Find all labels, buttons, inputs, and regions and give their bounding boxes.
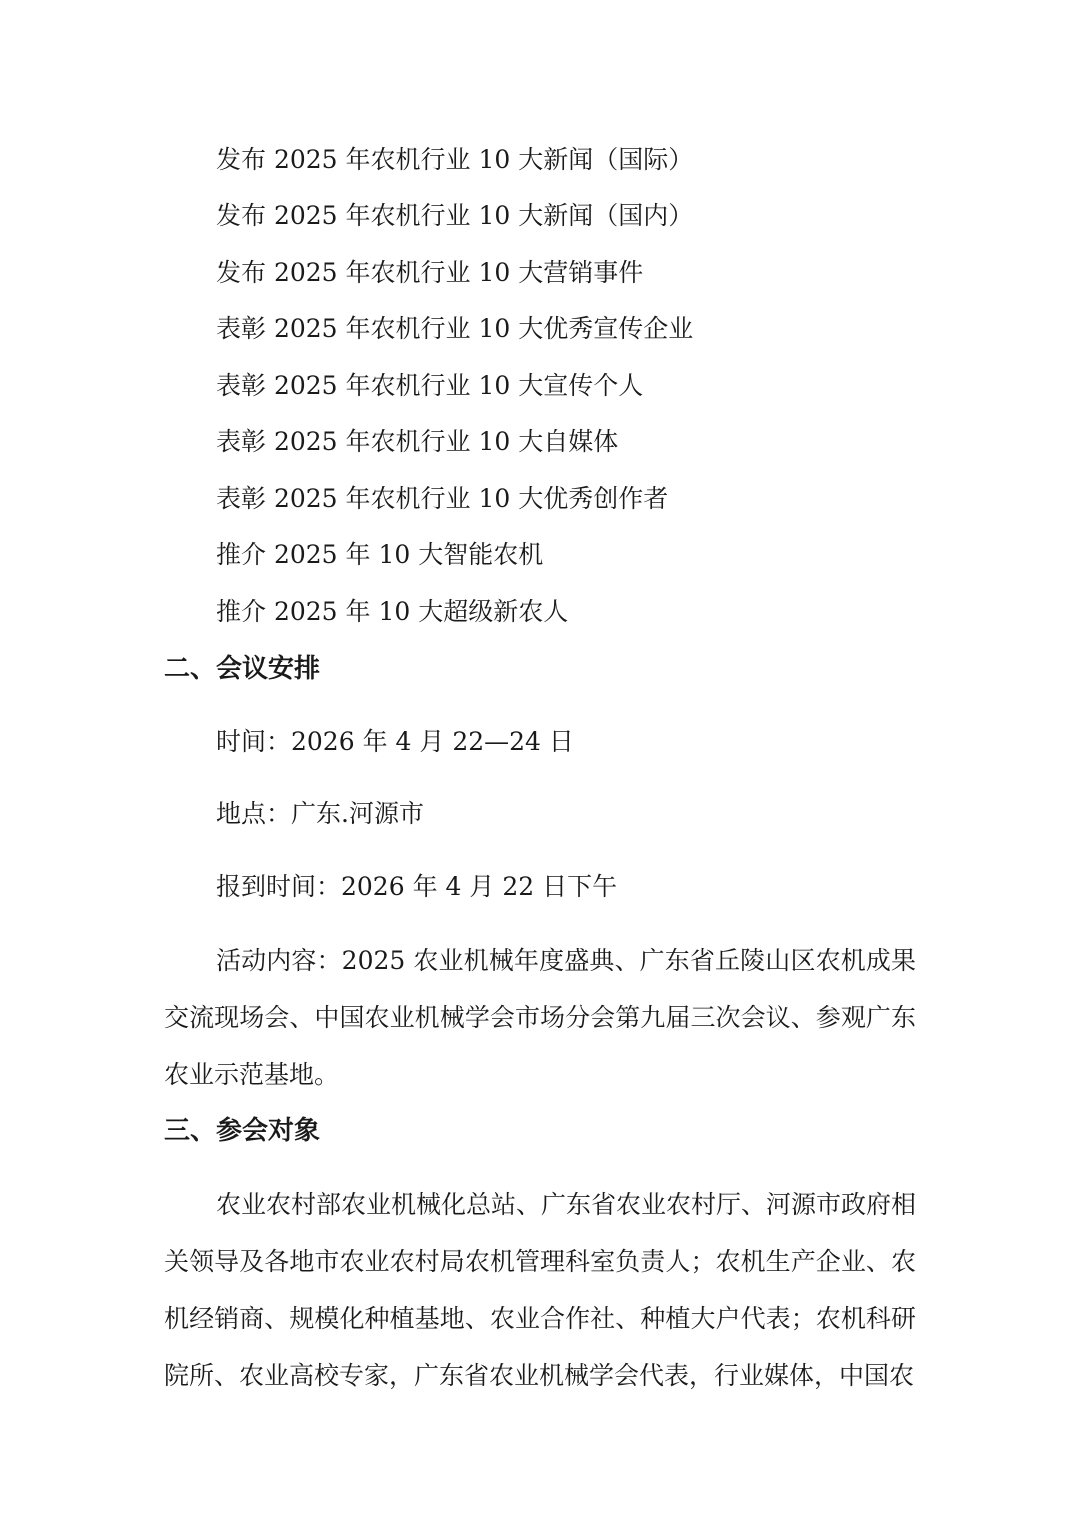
meeting-location: 地点：广东.河源市 [216, 799, 424, 828]
award-line: 表彰 2025 年农机行业 10 大优秀宣传企业 [216, 314, 694, 343]
award-line: 发布 2025 年农机行业 10 大新闻（国内） [216, 201, 694, 230]
award-line: 推介 2025 年 10 大超级新农人 [216, 597, 569, 626]
activities-paragraph: 活动内容：2025 农业机械年度盛典、广东省丘陵山区农机成果交流现场会、中国农业机械学会市场分会第九届三次会议、参观广东农业示范基地。 [164, 946, 916, 1089]
award-line: 发布 2025 年农机行业 10 大新闻（国际） [216, 145, 694, 174]
award-line: 表彰 2025 年农机行业 10 大自媒体 [216, 427, 619, 456]
award-line: 表彰 2025 年农机行业 10 大优秀创作者 [216, 484, 669, 513]
award-line: 推介 2025 年 10 大智能农机 [216, 540, 544, 569]
award-line: 表彰 2025 年农机行业 10 大宣传个人 [216, 371, 644, 400]
meeting-time: 时间：2026 年 4 月 22—24 日 [216, 727, 574, 756]
award-line: 发布 2025 年农机行业 10 大营销事件 [216, 258, 644, 287]
registration-time: 报到时间：2026 年 4 月 22 日下午 [216, 872, 618, 901]
section-heading-participants: 三、参会对象 [164, 1116, 321, 1146]
participants-paragraph: 农业农村部农业机械化总站、广东省农业农村厅、河源市政府相关领导及各地市农业农村局农机管理科室负责人；农机生产企业、农机经销商、规模化种植基地、农业合作社、种植大户代表；农机科研院所、农业高校专家，广东省农业机械学会代表，行业媒体，中国农 [164, 1190, 917, 1390]
section-heading-meeting-arrangement: 二、会议安排 [164, 654, 321, 684]
